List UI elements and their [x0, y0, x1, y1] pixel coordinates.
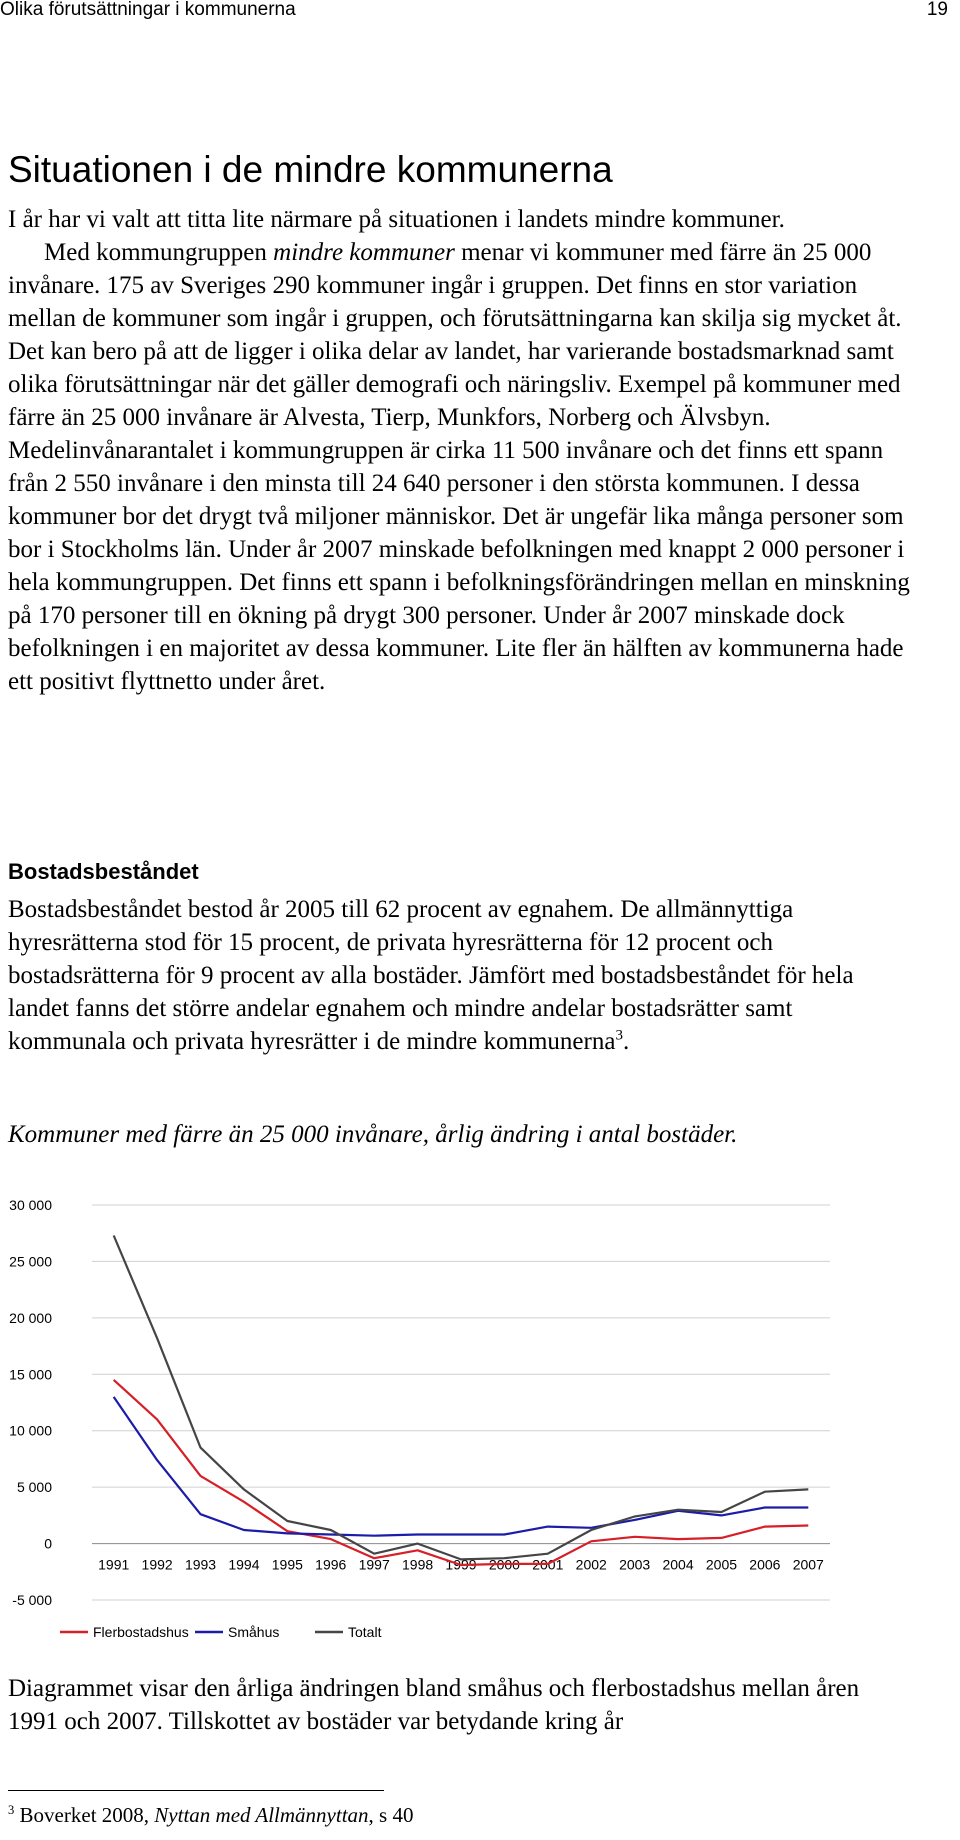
x-tick-label: 1991: [98, 1556, 130, 1573]
series-line-totalt: [114, 1236, 809, 1560]
intro-paragraph-2: [8, 236, 913, 698]
subheading-bostadsbestandet: Bostadsbeståndet: [8, 859, 199, 884]
x-tick-label: 2002: [575, 1556, 607, 1573]
y-tick-label: -5 000: [12, 1592, 52, 1608]
footnote-reference: 3: [615, 1027, 623, 1044]
x-tick-label: 1993: [184, 1556, 217, 1573]
x-tick-label: 1996: [315, 1556, 347, 1573]
chart-legend: [60, 1624, 382, 1640]
legend-label: Småhus: [228, 1624, 280, 1640]
header-title: Olika förutsättningar i kommunerna: [0, 0, 296, 20]
x-tick-label: 1992: [141, 1556, 173, 1573]
y-tick-label: 15 000: [9, 1366, 52, 1383]
x-tick-label: 2005: [705, 1556, 738, 1573]
x-tick-label: 1998: [402, 1556, 434, 1573]
page-number: 19: [926, 0, 948, 20]
y-tick-label: 5 000: [16, 1479, 52, 1496]
x-tick-label: 1999: [445, 1556, 477, 1573]
x-tick-label: 2003: [619, 1556, 651, 1573]
series-line-småhus: [114, 1397, 809, 1536]
after-chart-paragraph: [8, 1672, 913, 1738]
intro-p2-emphasis: mindre kommuner: [273, 239, 455, 266]
footnote-text-end: , s 40: [368, 1803, 414, 1827]
x-tick-label: 1995: [271, 1556, 303, 1573]
chart-series: [114, 1236, 809, 1566]
footnote-text-start: Boverket 2008,: [14, 1803, 155, 1827]
x-tick-label: 1997: [358, 1556, 390, 1573]
x-tick-label: 1994: [228, 1556, 260, 1573]
y-tick-label: 0: [44, 1535, 52, 1552]
section-title: Situationen i de mindre kommunerna: [8, 149, 613, 190]
footnote: [8, 1802, 413, 1828]
x-tick-label: 2007: [792, 1556, 824, 1573]
after-chart-text: Diagrammet visar den årliga ändringen bland småhus och flerbostadshus mellan åren 1991 och 2007. Tillskottet av bostäder var betydande kring år: [8, 1675, 860, 1735]
y-tick-label: 10 000: [9, 1422, 52, 1439]
footnote-title: Nyttan med Allmännyttan: [154, 1803, 369, 1827]
intro-text: [8, 203, 913, 698]
footnote-number: 3: [8, 1803, 15, 1817]
chart-caption: Kommuner med färre än 25 000 invånare, årlig ändring i antal bostäder.: [8, 1121, 738, 1148]
stock-text-end: .: [622, 1028, 630, 1055]
intro-p2-rest: menar vi kommuner med färre än 25 000 invånare. 175 av Sveriges 290 kommuner ingår i gruppen. Det finns en stor variation mellan de kommuner som ingår i gruppen, och förutsättningarna kan skilja sig mycket åt. Det kan bero på att de ligger i olika delar av landet, har varierande bostadsmarknad samt olika förutsättningar när det gäller demografi och näringsliv. Exempel på kommuner med färre än 25 000 invånare är Alvesta, Tierp, Munkfors, Norberg och Älvsbyn. Medelinvånarantalet i kommungruppen är cirka 11 500 invånare och det finns ett spann från 2 550 invånare i den minsta till 24 640 personer i den största kommunen. I dessa kommuner bor det drygt två miljoner människor. Det är ungefär lika många personer som bor i Stockholms län. Under år 2007 minskade befolkningen med knappt 2 000 personer i hela kommungruppen. Det finns ett spann i befolkningsförändringen mellan en minskning på 170 personer till en ökning på drygt 300 personer. Under år 2007 minskade dock befolkningen i en majoritet av dessa kommuner. Lite fler än hälften av kommunerna hade ett positivt flyttnetto under året.: [8, 239, 910, 695]
y-axis-tick-labels: [9, 1197, 52, 1608]
running-header: [0, 0, 960, 24]
y-tick-label: 20 000: [9, 1309, 52, 1326]
stock-text: Bostadsbeståndet bestod år 2005 till 62 procent av egnahem. De allmännyttiga hyresrätterna stod för 15 procent, de privata hyresrätterna för 12 procent och bostadsrätterna för 9 procent av alla bostäder. Jämfört med bostadsbeståndet för hela landet fanns det större andelar egnahem och mindre andelar bostadsrätter samt kommunala och privata hyresrätter i de mindre kommunerna: [8, 896, 854, 1055]
y-tick-label: 30 000: [9, 1197, 52, 1213]
chart-gridlines: [92, 1205, 830, 1600]
intro-p2-start: Med kommungruppen: [44, 239, 274, 266]
x-tick-label: 2000: [488, 1556, 520, 1573]
intro-paragraph-1: I år har vi valt att titta lite närmare på situationen i landets mindre kommuner.: [8, 206, 785, 233]
footnote-rule: [8, 1790, 384, 1791]
x-tick-label: 2001: [532, 1556, 564, 1573]
line-chart: [0, 1180, 960, 1650]
legend-label: Flerbostadshus: [93, 1624, 189, 1640]
y-tick-label: 25 000: [9, 1253, 52, 1270]
legend-label: Totalt: [348, 1624, 382, 1640]
series-line-flerbostadshus: [114, 1380, 809, 1565]
x-tick-label: 2006: [749, 1556, 781, 1573]
x-tick-label: 2004: [662, 1556, 694, 1573]
stock-paragraph: [8, 893, 913, 1058]
